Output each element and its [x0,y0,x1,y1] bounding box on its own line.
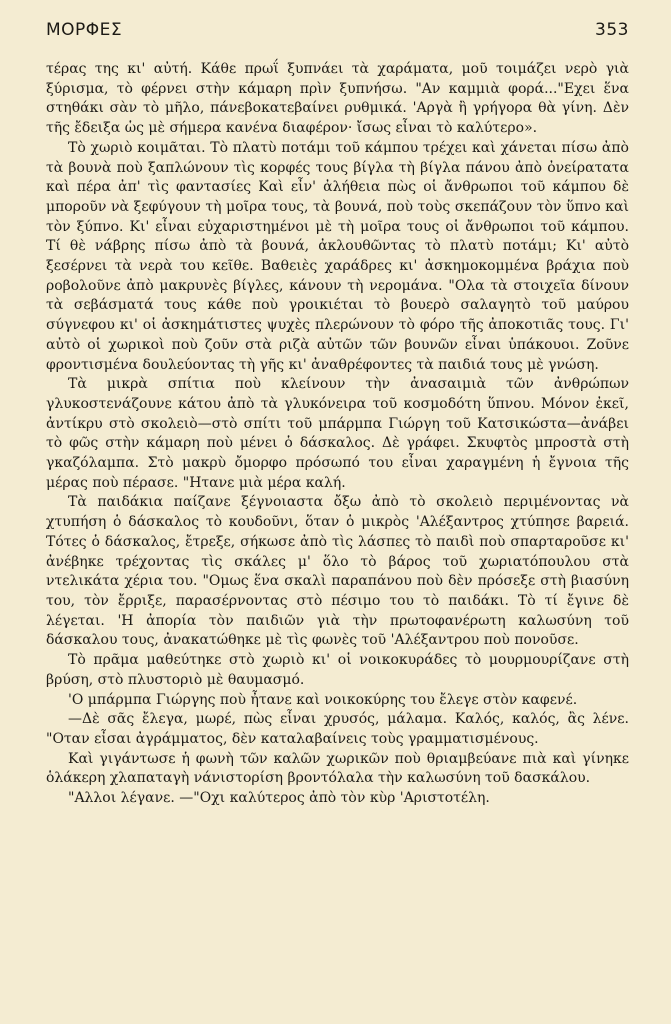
paragraph: Καὶ γιγάντωσε ἡ φωνὴ τῶν καλῶν χωρικῶν ποὺ θριαμβεύανε πιὰ καὶ γίνηκε ὁλάκερη χλαπαταγὴ νάνιστορίση βροντόλαλα τὴν καλωσύνη τοῦ δασκάλου. [46,750,629,787]
running-title: ΜΟΡΦΕΣ [46,20,123,40]
page-number: 353 [595,20,629,40]
running-head [46,20,629,60]
body-text [46,60,629,809]
dialogue-line: —Δὲ σᾶς ἔλεγα, μωρέ, πὼς εἶναι χρυσός, μάλαμα. Καλός, καλός, ἂς λένε. "Οταν εἶσαι ἀγράμματος, δὲν καταλαβαίνεις τοὺς γραμματισμένους. [46,711,629,747]
paragraph: Τὰ μικρὰ σπίτια ποὺ κλείνουν τὴν ἀνασαιμιὰ τῶν ἀνθρώπων γλυκοστενάζουνε κάτου ἀπὸ τὰ γλυκόνειρα τοῦ κοσμοδότη ὕπνου. Μόνον ἐκεῖ, ἀντίκρυ στὸ σκολειὸ—στὸ σπίτι τοῦ μπάρμπα Γιώργη τοῦ Κατσικώστα—ἀνάβει τὸ φῶς στὴν κάμαρη ποὺ μένει ὁ δάσκαλος. Δὲ γράφει. Σκυφτὸς μπροστὰ στὴ γκαζόλαμπα. Στὸ μακρὺ ὄμορφο πρόσωπό του εἶναι χαραγμένη ἡ ἔγνοια τῆς μέρας ποὺ πέρασε. "Ητανε μιὰ μέρα καλή. [46,376,629,491]
dialogue-line: "Αλλοι λέγανε. —"Οχι καλύτερος ἀπὸ τὸν κὺρ 'Αριστοτέλη. [68,790,490,807]
paragraph: Τὰ παιδάκια παίζανε ξέγνοιαστα ὄξω ἀπὸ τὸ σκολειὸ περιμένοντας νὰ χτυπήση ὁ δάσκαλος τὸ κουδοῦνι, ὅταν ὁ μικρὸς 'Αλέξαντρος χτύπησε βαρειά. Τότες ὁ δάσκαλος, ἔτρεξε, σήκωσε ἀπὸ τὶς λάσπες τὸ παιδὶ ποὺ σπαρταροῦσε κι' ἀνέβηκε τρέχοντας τὶς σκάλες μ' ὅλο τὸ βάρος τοῦ χωριατόπουλου στὰ ντελικάτα χέρια του. "Ομως ἕνα σκαλὶ παραπάνου ποὺ δὲν πρόσεξε στὴ βιασύνη του, τὸν ἔρριξε, παρασέρνοντας στὸ πέσιμο του τὸ παιδάκι. Τὸ τί ἔγινε δὲ λέγεται. 'Η ἀπορία τὸν παιδιῶν γιὰ τὴν πρωτοφανέρωτη καλωσύνη τοῦ δάσκαλου τους, ἀνακατώθηκε μὲ τὶς φωνὲς τοῦ 'Αλέξαντρου ποὺ πονοῦσε. [46,494,629,649]
paragraph: Τὸ χωριὸ κοιμᾶται. Τὸ πλατὺ ποτάμι τοῦ κάμπου τρέχει καὶ χάνεται πίσω ἀπὸ τὰ βουνὰ ποὺ ξαπλώνουν τὶς κορφές τους βίγλα τὴ βίγλα πάνου ἀπὸ ὀνείρατατα καὶ πέρα ἀπ' τὶς φαντασίες Καὶ εἶν' ἀλήθεια πὼς οἱ ἄνθρωποι τοῦ κάμπου δὲ μποροῦν νὰ ξεφύγουν τὴ μοῖρα τους, τὰ βουνά, ποὺ τοὺς σκεπάζουν τὸν ὕπνο καὶ τὸν ξύπνο. Κι' εἶναι εὐχαριστημένοι μὲ τὴ μοῖρα τους οἱ ἄνθρωποι τοῦ κάμπου. Τί θὲ νάβρης πίσω ἀπὸ τὰ βουνά, ἀκλουθῶντας τὸ πλατὺ ποτάμι; Κι' αὐτὸ ξεσέρνει τὰ νερὰ του κεῖθε. Βαθειὲς χαράδρες κι' ἀσκημοκομμένα βράχια ποὺ ροβολοῦνε ἀπὸ μακρυνὲς βίγλες, κάνουν τὴ νερομάνα. "Ολα τὰ στοιχεῖα δίνουν τὰ σεβάσματά τους κάθε ποὺ γροικιέται τὸ βουερὸ σαλαγητὸ τοῦ μαύρου σύγνεφου κι' οἱ ἀσκημάτιστες ψυχὲς πλερώνουν τὸ φόρο τῆς ἀποκοτιᾶς τους. Γι' αὐτὸ οἱ χωρικοὶ ποὺ ζοῦν στὰ ριζὰ αὐτῶν τῶν βουνῶν εἶναι ὑπάκουοι. Ζοῦνε φροντισμένα δουλεύοντας τὴ γῆς κι' ἀναθρέφοντες τὰ παιδιά τους μὲ γνώση. [46,139,629,373]
paragraph: Τὸ πρᾶμα μαθεύτηκε στὸ χωριὸ κι' οἱ νοικοκυράδες τὸ μουρμουρίζανε στὴ βρύση, στὸ πλυστοριὸ μὲ θαυμασμό. [46,652,629,688]
paragraph-continued: τέρας της κι' αὐτή. Κάθε πρωΐ ξυπνάει τὰ χαράματα, μοῦ τοιμάζει νερὸ γιὰ ξύρισμα, τὸ φέρνει στὴν κάμαρη πρὶν ξυπνήσω. "Αν καμμιὰ φορά..."Εχει ἕνα στηθάκι σὰν τὸ μῆλο, πάνεβοκατεβαίνει ρυθμικά. 'Αργὰ ἢ γρήγορα θὰ γίνη. Δὲν τῆς ἔδειξα ὡς μὲ σήμερα κανένα διαφέρον· ἴσως εἶναι τὸ καλύτερο». [46,61,629,137]
paragraph: 'Ο μπάρμπα Γιώργης ποὺ ἦτανε καὶ νοικοκύρης του ἔλεγε στὸν καφενέ. [68,691,578,708]
